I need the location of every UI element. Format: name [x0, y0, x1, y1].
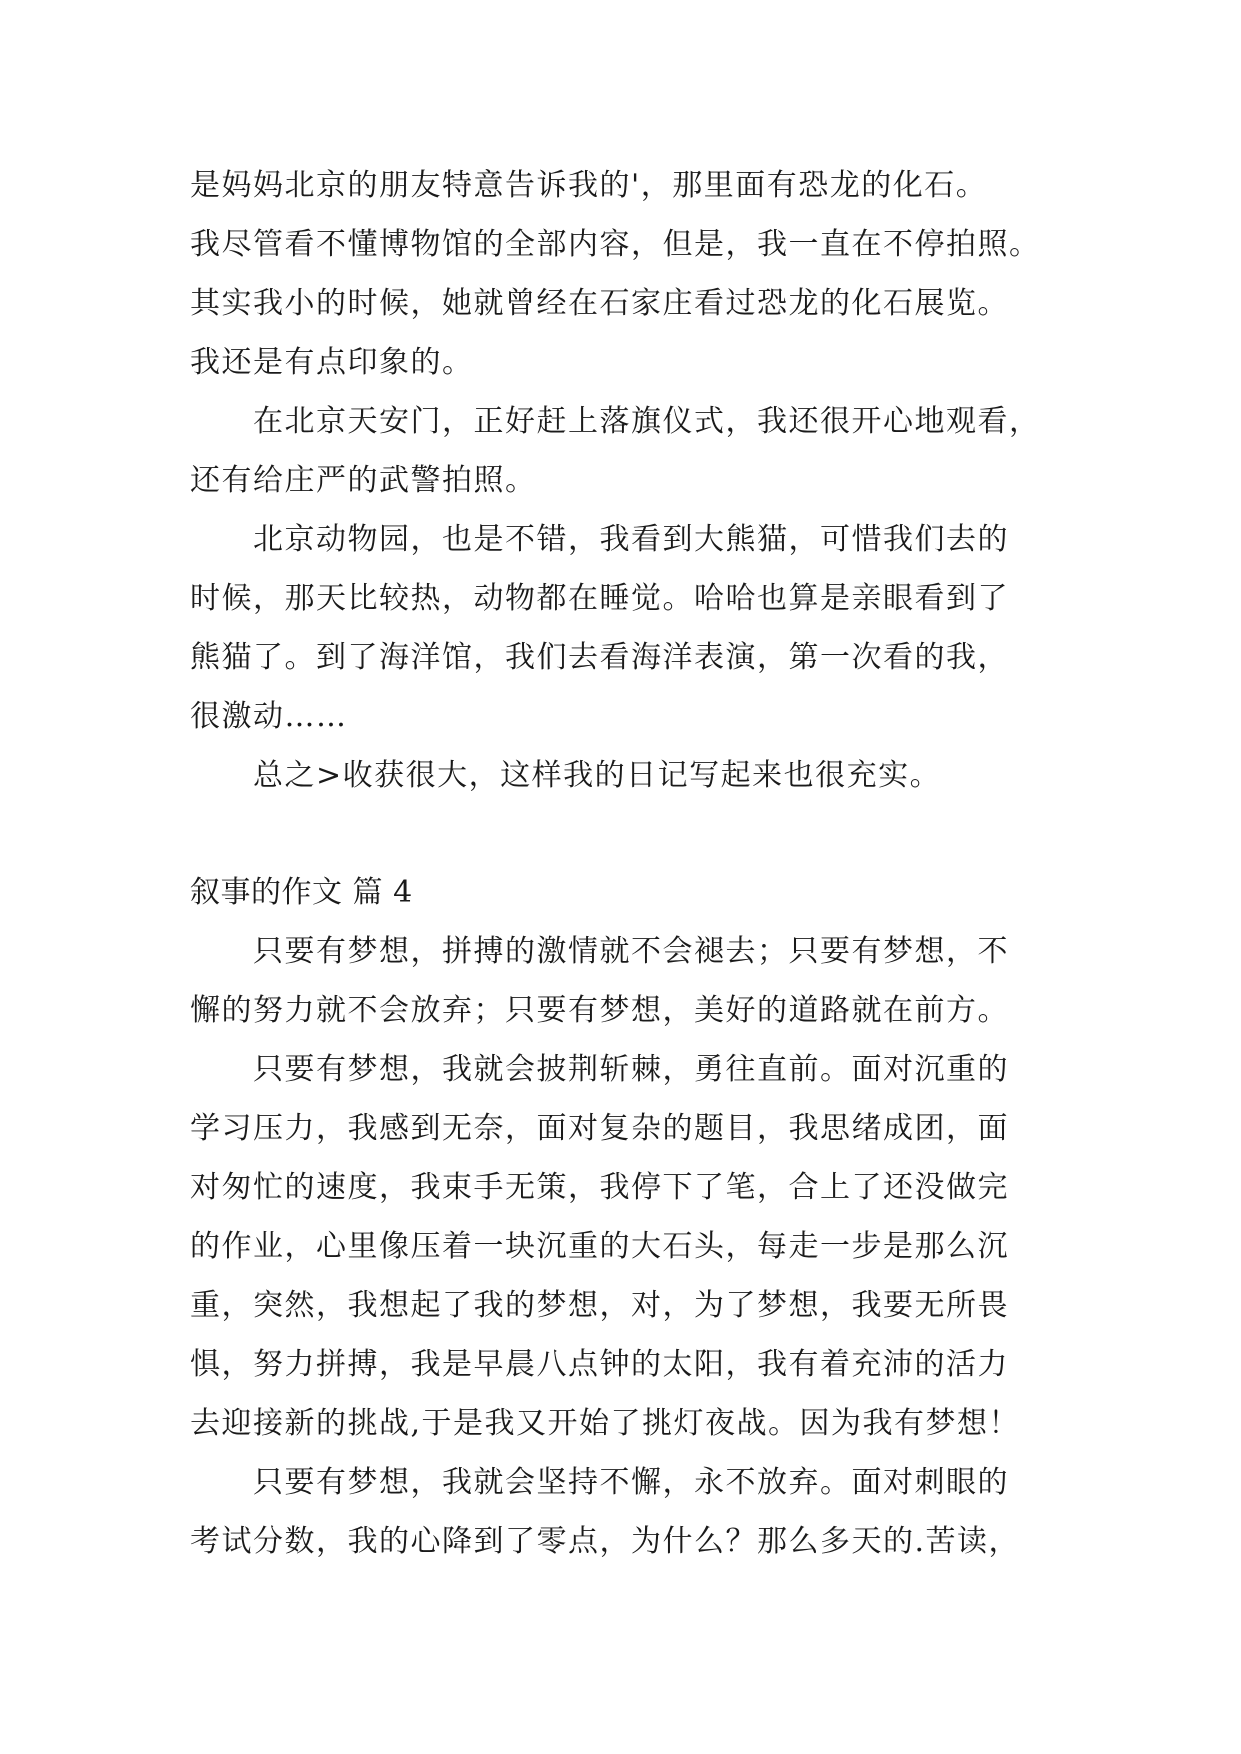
paragraph-line: 考试分数，我的心降到了零点，为什么？那么多天的.苦读， [190, 1524, 1021, 1559]
paragraph-line: 重，突然，我想起了我的梦想，对，为了梦想，我要无所畏 [190, 1288, 1009, 1323]
paragraph-line: 其实我小的时候，她就曾经在石家庄看过恐龙的化石展览。 [190, 286, 1009, 321]
paragraph-line: 学习压力，我感到无奈，面对复杂的题目，我思绪成团，面 [190, 1111, 1009, 1146]
section-heading: 叙事的作文 篇 4 [190, 875, 413, 910]
paragraph-line: 去迎接新的挑战,于是我又开始了挑灯夜战。因为我有梦想！ [190, 1406, 1021, 1441]
paragraph-line: 对匆忙的速度，我束手无策，我停下了笔，合上了还没做完 [190, 1170, 1009, 1205]
paragraph-line: 我还是有点印象的。 [190, 345, 474, 380]
paragraph-line: 还有给庄严的武警拍照。 [190, 463, 537, 498]
paragraph-line: 我尽管看不懂博物馆的全部内容，但是，我一直在不停拍照。 [190, 227, 1041, 262]
paragraph-line: 只要有梦想，我就会坚持不懈，永不放弃。面对刺眼的 [253, 1465, 1009, 1500]
paragraph-line: 很激动…… [190, 699, 348, 734]
paragraph-line: 北京动物园，也是不错，我看到大熊猫，可惜我们去的 [253, 522, 1009, 557]
paragraph-line: 的作业，心里像压着一块沉重的大石头，每走一步是那么沉 [190, 1229, 1009, 1264]
paragraph-line: 懈的努力就不会放弃；只要有梦想，美好的道路就在前方。 [190, 993, 1009, 1028]
paragraph-line: 在北京天安门，正好赶上落旗仪式，我还很开心地观看， [253, 404, 1041, 439]
paragraph-line: 是妈妈北京的朋友特意告诉我的'，那里面有恐龙的化石。 [190, 168, 988, 203]
paragraph-line: 只要有梦想，我就会披荆斩棘，勇往直前。面对沉重的 [253, 1052, 1009, 1087]
paragraph-line: 熊猫了。到了海洋馆，我们去看海洋表演，第一次看的我， [190, 640, 1009, 675]
paragraph-line: 总之>收获很大，这样我的日记写起来也很充实。 [253, 758, 942, 793]
paragraph-line: 惧，努力拼搏，我是早晨八点钟的太阳，我有着充沛的活力 [190, 1347, 1009, 1382]
paragraph-line: 时候，那天比较热，动物都在睡觉。哈哈也算是亲眼看到了 [190, 581, 1009, 616]
paragraph-line: 只要有梦想，拼搏的激情就不会褪去；只要有梦想，不 [253, 934, 1009, 969]
